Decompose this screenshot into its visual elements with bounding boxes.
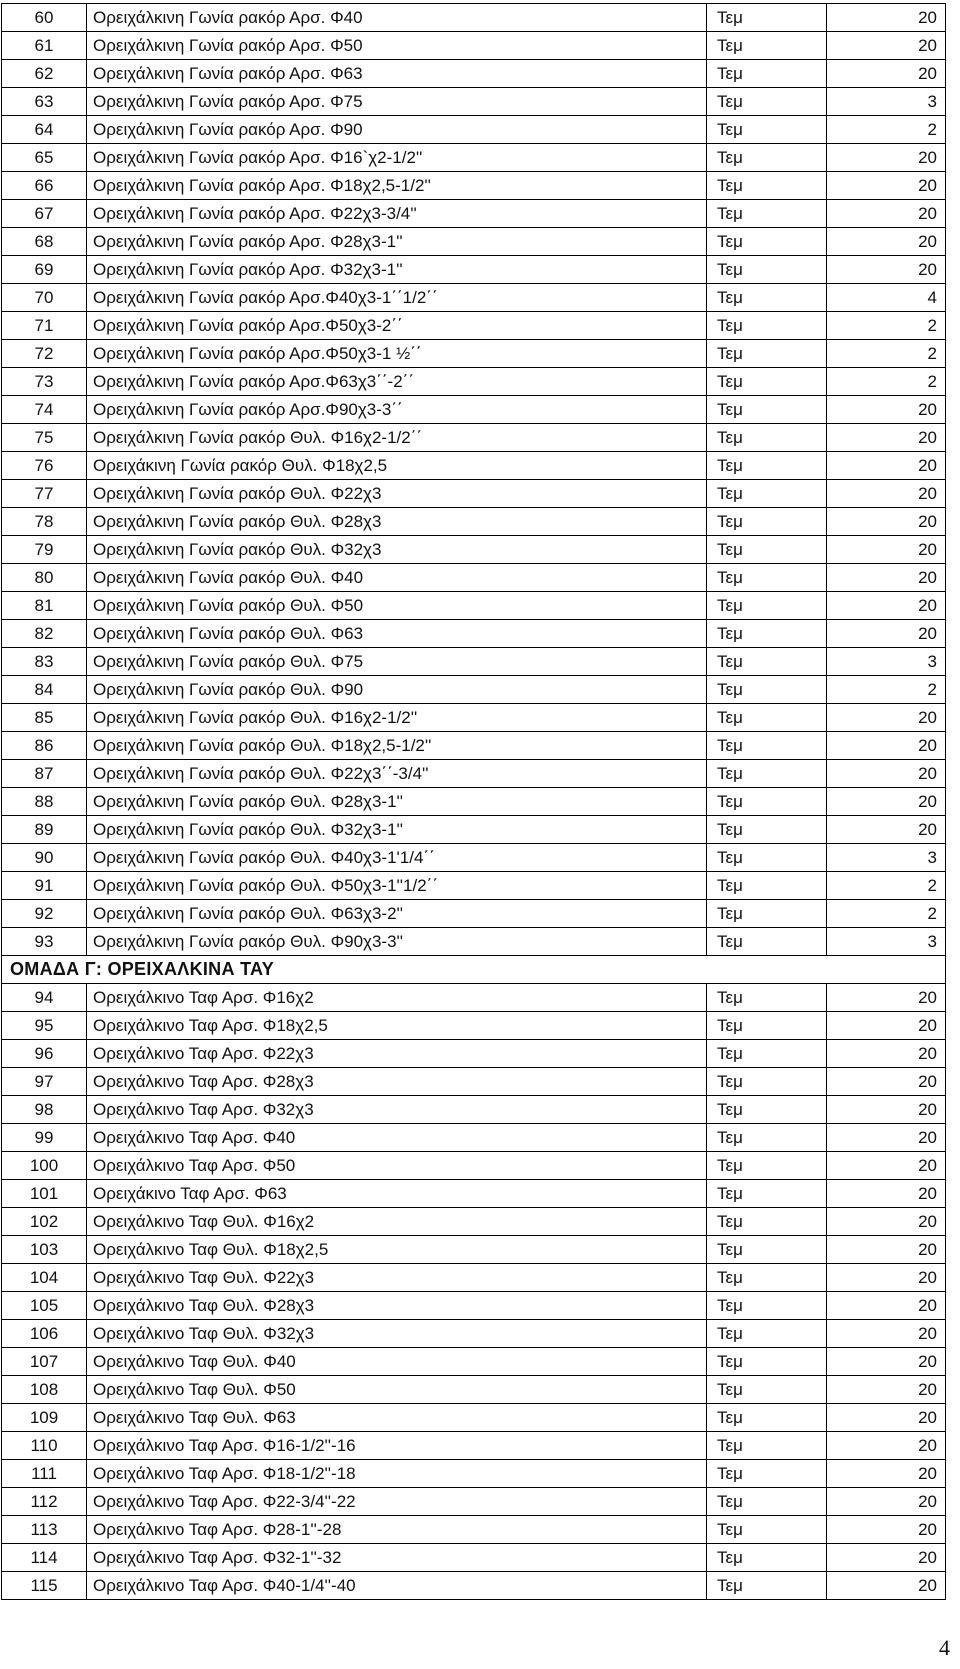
item-quantity-cell: 20 — [827, 1320, 946, 1348]
group-header-row — [2, 956, 946, 984]
table-row — [2, 200, 946, 228]
item-quantity-cell: 20 — [827, 816, 946, 844]
item-unit-cell: Τεμ — [707, 1544, 827, 1572]
item-description-cell: Ορειχάλκινη Γωνία ρακόρ Θυλ. Φ63 — [87, 620, 707, 648]
table-row — [2, 536, 946, 564]
item-number-cell: 107 — [2, 1348, 87, 1376]
item-description-cell: Ορειχάλκινο Ταφ Αρσ. Φ22χ3 — [87, 1040, 707, 1068]
table-row — [2, 312, 946, 340]
table-row — [2, 1152, 946, 1180]
item-unit-cell: Τεμ — [707, 620, 827, 648]
item-number-cell: 84 — [2, 676, 87, 704]
item-unit-cell: Τεμ — [707, 1404, 827, 1432]
item-unit-cell: Τεμ — [707, 32, 827, 60]
item-description-cell: Ορειχάλκινη Γωνία ρακόρ Θυλ. Φ32χ3 — [87, 536, 707, 564]
item-description-cell: Ορειχάλκινη Γωνία ρακόρ Θυλ. Φ28χ3-1'' — [87, 788, 707, 816]
item-description-cell: Ορειχάλκινο Ταφ Αρσ. Φ40-1/4''-40 — [87, 1572, 707, 1600]
item-number-cell: 95 — [2, 1012, 87, 1040]
item-quantity-cell: 20 — [827, 1432, 946, 1460]
item-description-cell: Ορειχάλκινη Γωνία ρακόρ Αρσ.Φ50χ3-1 ½΄΄ — [87, 340, 707, 368]
table-row — [2, 88, 946, 116]
table-row — [2, 648, 946, 676]
item-unit-cell: Τεμ — [707, 536, 827, 564]
item-unit-cell: Τεμ — [707, 396, 827, 424]
item-quantity-cell: 20 — [827, 256, 946, 284]
item-quantity-cell: 3 — [827, 928, 946, 956]
item-unit-cell: Τεμ — [707, 1460, 827, 1488]
item-description-cell: Ορειχάλκινη Γωνία ρακόρ Θυλ. Φ28χ3 — [87, 508, 707, 536]
item-quantity-cell: 20 — [827, 508, 946, 536]
item-description-cell: Ορειχάλκινη Γωνία ρακόρ Θυλ. Φ22χ3΄΄-3/4'' — [87, 760, 707, 788]
item-unit-cell: Τεμ — [707, 1292, 827, 1320]
item-quantity-cell: 20 — [827, 396, 946, 424]
item-description-cell: Ορειχάλκινο Ταφ Θυλ. Φ18χ2,5 — [87, 1236, 707, 1264]
item-number-cell: 75 — [2, 424, 87, 452]
item-unit-cell: Τεμ — [707, 228, 827, 256]
table-row — [2, 60, 946, 88]
item-description-cell: Ορειχάλκινο Ταφ Αρσ. Φ28χ3 — [87, 1068, 707, 1096]
item-number-cell: 99 — [2, 1124, 87, 1152]
item-description-cell: Ορειχάλκινο Ταφ Αρσ. Φ32-1''-32 — [87, 1544, 707, 1572]
item-quantity-cell: 3 — [827, 844, 946, 872]
item-number-cell: 80 — [2, 564, 87, 592]
item-unit-cell: Τεμ — [707, 116, 827, 144]
item-number-cell: 74 — [2, 396, 87, 424]
item-number-cell: 105 — [2, 1292, 87, 1320]
item-number-cell: 101 — [2, 1180, 87, 1208]
table-row — [2, 508, 946, 536]
table-row — [2, 788, 946, 816]
item-quantity-cell: 20 — [827, 1516, 946, 1544]
table-row — [2, 816, 946, 844]
item-quantity-cell: 20 — [827, 620, 946, 648]
item-unit-cell: Τεμ — [707, 340, 827, 368]
page-number: 4 — [939, 1635, 950, 1660]
item-number-cell: 90 — [2, 844, 87, 872]
item-quantity-cell: 2 — [827, 116, 946, 144]
table-row — [2, 116, 946, 144]
item-quantity-cell: 20 — [827, 1544, 946, 1572]
item-description-cell: Ορειχάλκινο Ταφ Αρσ. Φ18χ2,5 — [87, 1012, 707, 1040]
item-description-cell: Ορειχάλκινη Γωνία ρακόρ Αρσ. Φ63 — [87, 60, 707, 88]
item-description-cell: Ορειχάλκινη Γωνία ρακόρ Αρσ.Φ90χ3-3΄΄ — [87, 396, 707, 424]
item-description-cell: Ορειχάλκινη Γωνία ρακόρ Θυλ. Φ50χ3-1''1/2΄΄ — [87, 872, 707, 900]
item-quantity-cell: 20 — [827, 1404, 946, 1432]
table-row — [2, 1180, 946, 1208]
item-number-cell: 86 — [2, 732, 87, 760]
item-unit-cell: Τεμ — [707, 1124, 827, 1152]
table-row — [2, 872, 946, 900]
table-row — [2, 1012, 946, 1040]
table-row — [2, 1348, 946, 1376]
item-description-cell: Ορειχάλκινη Γωνία ρακόρ Θυλ. Φ90χ3-3'' — [87, 928, 707, 956]
table-row — [2, 424, 946, 452]
table-row — [2, 1432, 946, 1460]
table-row — [2, 844, 946, 872]
item-description-cell: Ορειχάλκινο Ταφ Αρσ. Φ18-1/2''-18 — [87, 1460, 707, 1488]
item-number-cell: 72 — [2, 340, 87, 368]
item-description-cell: Ορειχάλκινη Γωνία ρακόρ Αρσ. Φ40 — [87, 4, 707, 32]
item-number-cell: 91 — [2, 872, 87, 900]
item-unit-cell: Τεμ — [707, 88, 827, 116]
item-unit-cell: Τεμ — [707, 1040, 827, 1068]
item-quantity-cell: 20 — [827, 564, 946, 592]
item-quantity-cell: 20 — [827, 1040, 946, 1068]
table-row — [2, 480, 946, 508]
table-row — [2, 1544, 946, 1572]
item-unit-cell: Τεμ — [707, 732, 827, 760]
item-number-cell: 85 — [2, 704, 87, 732]
item-number-cell: 68 — [2, 228, 87, 256]
item-number-cell: 112 — [2, 1488, 87, 1516]
table-row — [2, 1516, 946, 1544]
item-unit-cell: Τεμ — [707, 1348, 827, 1376]
item-description-cell: Ορειχάλκινη Γωνία ρακόρ Αρσ.Φ63χ3΄΄-2΄΄ — [87, 368, 707, 396]
item-description-cell: Ορειχάλκινη Γωνία ρακόρ Θυλ. Φ32χ3-1'' — [87, 816, 707, 844]
item-quantity-cell: 20 — [827, 1180, 946, 1208]
item-unit-cell: Τεμ — [707, 1488, 827, 1516]
item-quantity-cell: 20 — [827, 1572, 946, 1600]
item-quantity-cell: 20 — [827, 732, 946, 760]
item-unit-cell: Τεμ — [707, 480, 827, 508]
table-row — [2, 592, 946, 620]
item-description-cell: Ορειχάλκινη Γωνία ρακόρ Θυλ. Φ18χ2,5-1/2'' — [87, 732, 707, 760]
table-row — [2, 1320, 946, 1348]
item-unit-cell: Τεμ — [707, 4, 827, 32]
item-quantity-cell: 20 — [827, 424, 946, 452]
item-number-cell: 64 — [2, 116, 87, 144]
items-table — [1, 3, 946, 1600]
item-number-cell: 93 — [2, 928, 87, 956]
item-unit-cell: Τεμ — [707, 1572, 827, 1600]
table-row — [2, 676, 946, 704]
item-number-cell: 65 — [2, 144, 87, 172]
item-description-cell: Ορειχάλκινη Γωνία ρακόρ Αρσ.Φ50χ3-2΄΄ — [87, 312, 707, 340]
item-description-cell: Ορειχάλκινη Γωνία ρακόρ Θυλ. Φ63χ3-2'' — [87, 900, 707, 928]
item-number-cell: 108 — [2, 1376, 87, 1404]
item-unit-cell: Τεμ — [707, 816, 827, 844]
table-row — [2, 172, 946, 200]
item-description-cell: Ορειχάλκινη Γωνία ρακόρ Θυλ. Φ40χ3-1'1/4΄΄ — [87, 844, 707, 872]
item-quantity-cell: 20 — [827, 536, 946, 564]
item-unit-cell: Τεμ — [707, 760, 827, 788]
table-row — [2, 1096, 946, 1124]
item-description-cell: Ορειχάλκινο Ταφ Θυλ. Φ22χ3 — [87, 1264, 707, 1292]
item-unit-cell: Τεμ — [707, 900, 827, 928]
item-quantity-cell: 20 — [827, 32, 946, 60]
item-description-cell: Ορειχάλκινο Ταφ Αρσ. Φ28-1''-28 — [87, 1516, 707, 1544]
table-row — [2, 928, 946, 956]
item-number-cell: 81 — [2, 592, 87, 620]
item-number-cell: 63 — [2, 88, 87, 116]
item-quantity-cell: 20 — [827, 144, 946, 172]
table-row — [2, 144, 946, 172]
item-quantity-cell: 20 — [827, 1376, 946, 1404]
item-quantity-cell: 20 — [827, 1488, 946, 1516]
item-quantity-cell: 4 — [827, 284, 946, 312]
table-row — [2, 620, 946, 648]
item-number-cell: 110 — [2, 1432, 87, 1460]
item-description-cell: Ορειχάλκινο Ταφ Θυλ. Φ50 — [87, 1376, 707, 1404]
item-unit-cell: Τεμ — [707, 1012, 827, 1040]
item-quantity-cell: 2 — [827, 340, 946, 368]
item-quantity-cell: 2 — [827, 900, 946, 928]
item-number-cell: 79 — [2, 536, 87, 564]
item-number-cell: 61 — [2, 32, 87, 60]
item-number-cell: 113 — [2, 1516, 87, 1544]
item-number-cell: 109 — [2, 1404, 87, 1432]
table-row — [2, 900, 946, 928]
item-unit-cell: Τεμ — [707, 200, 827, 228]
item-quantity-cell: 20 — [827, 1348, 946, 1376]
item-unit-cell: Τεμ — [707, 424, 827, 452]
table-row — [2, 368, 946, 396]
table-row — [2, 340, 946, 368]
table-row — [2, 452, 946, 480]
item-description-cell: Ορειχάλκινη Γωνία ρακόρ Θυλ. Φ75 — [87, 648, 707, 676]
item-description-cell: Ορειχάλκινο Ταφ Θυλ. Φ40 — [87, 1348, 707, 1376]
item-unit-cell: Τεμ — [707, 564, 827, 592]
item-unit-cell: Τεμ — [707, 1264, 827, 1292]
table-row — [2, 4, 946, 32]
item-unit-cell: Τεμ — [707, 872, 827, 900]
item-description-cell: Ορειχάλκινη Γωνία ρακόρ Αρσ. Φ22χ3-3/4'' — [87, 200, 707, 228]
item-description-cell: Ορειχάλκινη Γωνία ρακόρ Θυλ. Φ40 — [87, 564, 707, 592]
item-quantity-cell: 2 — [827, 872, 946, 900]
table-row — [2, 1068, 946, 1096]
item-number-cell: 83 — [2, 648, 87, 676]
item-number-cell: 77 — [2, 480, 87, 508]
item-description-cell: Ορειχάλκινο Ταφ Αρσ. Φ40 — [87, 1124, 707, 1152]
item-number-cell: 71 — [2, 312, 87, 340]
item-unit-cell: Τεμ — [707, 1320, 827, 1348]
item-number-cell: 98 — [2, 1096, 87, 1124]
item-quantity-cell: 20 — [827, 1208, 946, 1236]
item-quantity-cell: 20 — [827, 1068, 946, 1096]
item-number-cell: 88 — [2, 788, 87, 816]
table-row — [2, 1292, 946, 1320]
table-row — [2, 1572, 946, 1600]
table-row — [2, 32, 946, 60]
item-description-cell: Ορειχάκινη Γωνία ρακόρ Θυλ. Φ18χ2,5 — [87, 452, 707, 480]
item-description-cell: Ορειχάκινο Ταφ Αρσ. Φ63 — [87, 1180, 707, 1208]
item-unit-cell: Τεμ — [707, 60, 827, 88]
item-unit-cell: Τεμ — [707, 704, 827, 732]
item-number-cell: 104 — [2, 1264, 87, 1292]
item-quantity-cell: 2 — [827, 676, 946, 704]
item-quantity-cell: 20 — [827, 1096, 946, 1124]
item-description-cell: Ορειχάλκινο Ταφ Αρσ. Φ50 — [87, 1152, 707, 1180]
item-unit-cell: Τεμ — [707, 452, 827, 480]
item-description-cell: Ορειχάλκινο Ταφ Αρσ. Φ32χ3 — [87, 1096, 707, 1124]
item-description-cell: Ορειχάλκινη Γωνία ρακόρ Αρσ. Φ75 — [87, 88, 707, 116]
item-number-cell: 66 — [2, 172, 87, 200]
item-description-cell: Ορειχάλκινη Γωνία ρακόρ Αρσ. Φ50 — [87, 32, 707, 60]
item-number-cell: 67 — [2, 200, 87, 228]
item-number-cell: 96 — [2, 1040, 87, 1068]
item-number-cell: 106 — [2, 1320, 87, 1348]
item-description-cell: Ορειχάλκινο Ταφ Θυλ. Φ28χ3 — [87, 1292, 707, 1320]
item-description-cell: Ορειχάλκινο Ταφ Αρσ. Φ16χ2 — [87, 984, 707, 1012]
item-number-cell: 97 — [2, 1068, 87, 1096]
item-quantity-cell: 20 — [827, 1236, 946, 1264]
item-unit-cell: Τεμ — [707, 368, 827, 396]
item-number-cell: 89 — [2, 816, 87, 844]
item-description-cell: Ορειχάλκινη Γωνία ρακόρ Αρσ. Φ28χ3-1'' — [87, 228, 707, 256]
item-unit-cell: Τεμ — [707, 592, 827, 620]
item-quantity-cell: 20 — [827, 452, 946, 480]
item-quantity-cell: 20 — [827, 60, 946, 88]
item-unit-cell: Τεμ — [707, 928, 827, 956]
item-description-cell: Ορειχάλκινο Ταφ Θυλ. Φ32χ3 — [87, 1320, 707, 1348]
item-quantity-cell: 20 — [827, 704, 946, 732]
item-quantity-cell: 2 — [827, 312, 946, 340]
table-row — [2, 256, 946, 284]
table-row — [2, 396, 946, 424]
item-quantity-cell: 20 — [827, 788, 946, 816]
item-unit-cell: Τεμ — [707, 144, 827, 172]
item-unit-cell: Τεμ — [707, 844, 827, 872]
item-quantity-cell: 20 — [827, 1124, 946, 1152]
table-row — [2, 284, 946, 312]
item-quantity-cell: 3 — [827, 88, 946, 116]
item-description-cell: Ορειχάλκινο Ταφ Αρσ. Φ22-3/4''-22 — [87, 1488, 707, 1516]
table-row — [2, 1236, 946, 1264]
item-number-cell: 62 — [2, 60, 87, 88]
item-number-cell: 100 — [2, 1152, 87, 1180]
item-quantity-cell: 20 — [827, 200, 946, 228]
table-row — [2, 984, 946, 1012]
item-number-cell: 114 — [2, 1544, 87, 1572]
item-number-cell: 73 — [2, 368, 87, 396]
table-row — [2, 1488, 946, 1516]
item-quantity-cell: 20 — [827, 1264, 946, 1292]
table-row — [2, 704, 946, 732]
item-unit-cell: Τεμ — [707, 284, 827, 312]
item-quantity-cell: 20 — [827, 480, 946, 508]
table-row — [2, 1460, 946, 1488]
item-unit-cell: Τεμ — [707, 1096, 827, 1124]
item-description-cell: Ορειχάλκινη Γωνία ρακόρ Αρσ. Φ90 — [87, 116, 707, 144]
item-unit-cell: Τεμ — [707, 1516, 827, 1544]
item-unit-cell: Τεμ — [707, 508, 827, 536]
item-description-cell: Ορειχάλκινη Γωνία ρακόρ Αρσ. Φ32χ3-1'' — [87, 256, 707, 284]
item-quantity-cell: 20 — [827, 984, 946, 1012]
item-description-cell: Ορειχάλκινη Γωνία ρακόρ Θυλ. Φ22χ3 — [87, 480, 707, 508]
item-unit-cell: Τεμ — [707, 1432, 827, 1460]
item-unit-cell: Τεμ — [707, 312, 827, 340]
item-unit-cell: Τεμ — [707, 1236, 827, 1264]
item-description-cell: Ορειχάλκινη Γωνία ρακόρ Θυλ. Φ90 — [87, 676, 707, 704]
item-number-cell: 70 — [2, 284, 87, 312]
item-description-cell: Ορειχάλκινη Γωνία ρακόρ Θυλ. Φ16χ2-1/2΄΄ — [87, 424, 707, 452]
item-number-cell: 78 — [2, 508, 87, 536]
item-unit-cell: Τεμ — [707, 788, 827, 816]
item-description-cell: Ορειχάλκινη Γωνία ρακόρ Θυλ. Φ16χ2-1/2'' — [87, 704, 707, 732]
table-row — [2, 1376, 946, 1404]
item-quantity-cell: 20 — [827, 592, 946, 620]
item-quantity-cell: 20 — [827, 172, 946, 200]
item-number-cell: 82 — [2, 620, 87, 648]
item-number-cell: 103 — [2, 1236, 87, 1264]
item-unit-cell: Τεμ — [707, 1180, 827, 1208]
item-unit-cell: Τεμ — [707, 172, 827, 200]
item-unit-cell: Τεμ — [707, 984, 827, 1012]
table-row — [2, 1264, 946, 1292]
item-description-cell: Ορειχάλκινη Γωνία ρακόρ Αρσ.Φ40χ3-1΄΄1/2΄΄ — [87, 284, 707, 312]
item-description-cell: Ορειχάλκινη Γωνία ρακόρ Θυλ. Φ50 — [87, 592, 707, 620]
table-row — [2, 1040, 946, 1068]
item-description-cell: Ορειχάλκινο Ταφ Θυλ. Φ63 — [87, 1404, 707, 1432]
item-quantity-cell: 20 — [827, 760, 946, 788]
item-quantity-cell: 3 — [827, 648, 946, 676]
item-number-cell: 92 — [2, 900, 87, 928]
item-description-cell: Ορειχάλκινη Γωνία ρακόρ Αρσ. Φ18χ2,5-1/2'' — [87, 172, 707, 200]
item-quantity-cell: 20 — [827, 1292, 946, 1320]
item-number-cell: 111 — [2, 1460, 87, 1488]
table-row — [2, 1404, 946, 1432]
item-description-cell: Ορειχάλκινη Γωνία ρακόρ Αρσ. Φ16`χ2-1/2'' — [87, 144, 707, 172]
item-unit-cell: Τεμ — [707, 648, 827, 676]
items-table-body — [2, 4, 946, 1600]
item-description-cell: Ορειχάλκινο Ταφ Αρσ. Φ16-1/2''-16 — [87, 1432, 707, 1460]
table-row — [2, 1124, 946, 1152]
item-number-cell: 87 — [2, 760, 87, 788]
item-quantity-cell: 20 — [827, 1012, 946, 1040]
item-number-cell: 94 — [2, 984, 87, 1012]
item-unit-cell: Τεμ — [707, 1208, 827, 1236]
item-number-cell: 115 — [2, 1572, 87, 1600]
item-unit-cell: Τεμ — [707, 1068, 827, 1096]
item-quantity-cell: 20 — [827, 228, 946, 256]
item-number-cell: 102 — [2, 1208, 87, 1236]
item-quantity-cell: 20 — [827, 4, 946, 32]
table-row — [2, 732, 946, 760]
table-row — [2, 228, 946, 256]
item-quantity-cell: 20 — [827, 1460, 946, 1488]
item-description-cell: Ορειχάλκινο Ταφ Θυλ. Φ16χ2 — [87, 1208, 707, 1236]
group-header: ΟΜΑΔΑ Γ: ΟΡΕΙΧΑΛΚΙΝΑ ΤΑΥ — [2, 956, 946, 984]
item-quantity-cell: 2 — [827, 368, 946, 396]
item-number-cell: 76 — [2, 452, 87, 480]
item-number-cell: 60 — [2, 4, 87, 32]
table-row — [2, 760, 946, 788]
table-row — [2, 1208, 946, 1236]
item-quantity-cell: 20 — [827, 1152, 946, 1180]
item-unit-cell: Τεμ — [707, 1376, 827, 1404]
item-number-cell: 69 — [2, 256, 87, 284]
item-unit-cell: Τεμ — [707, 1152, 827, 1180]
item-unit-cell: Τεμ — [707, 256, 827, 284]
item-unit-cell: Τεμ — [707, 676, 827, 704]
table-row — [2, 564, 946, 592]
